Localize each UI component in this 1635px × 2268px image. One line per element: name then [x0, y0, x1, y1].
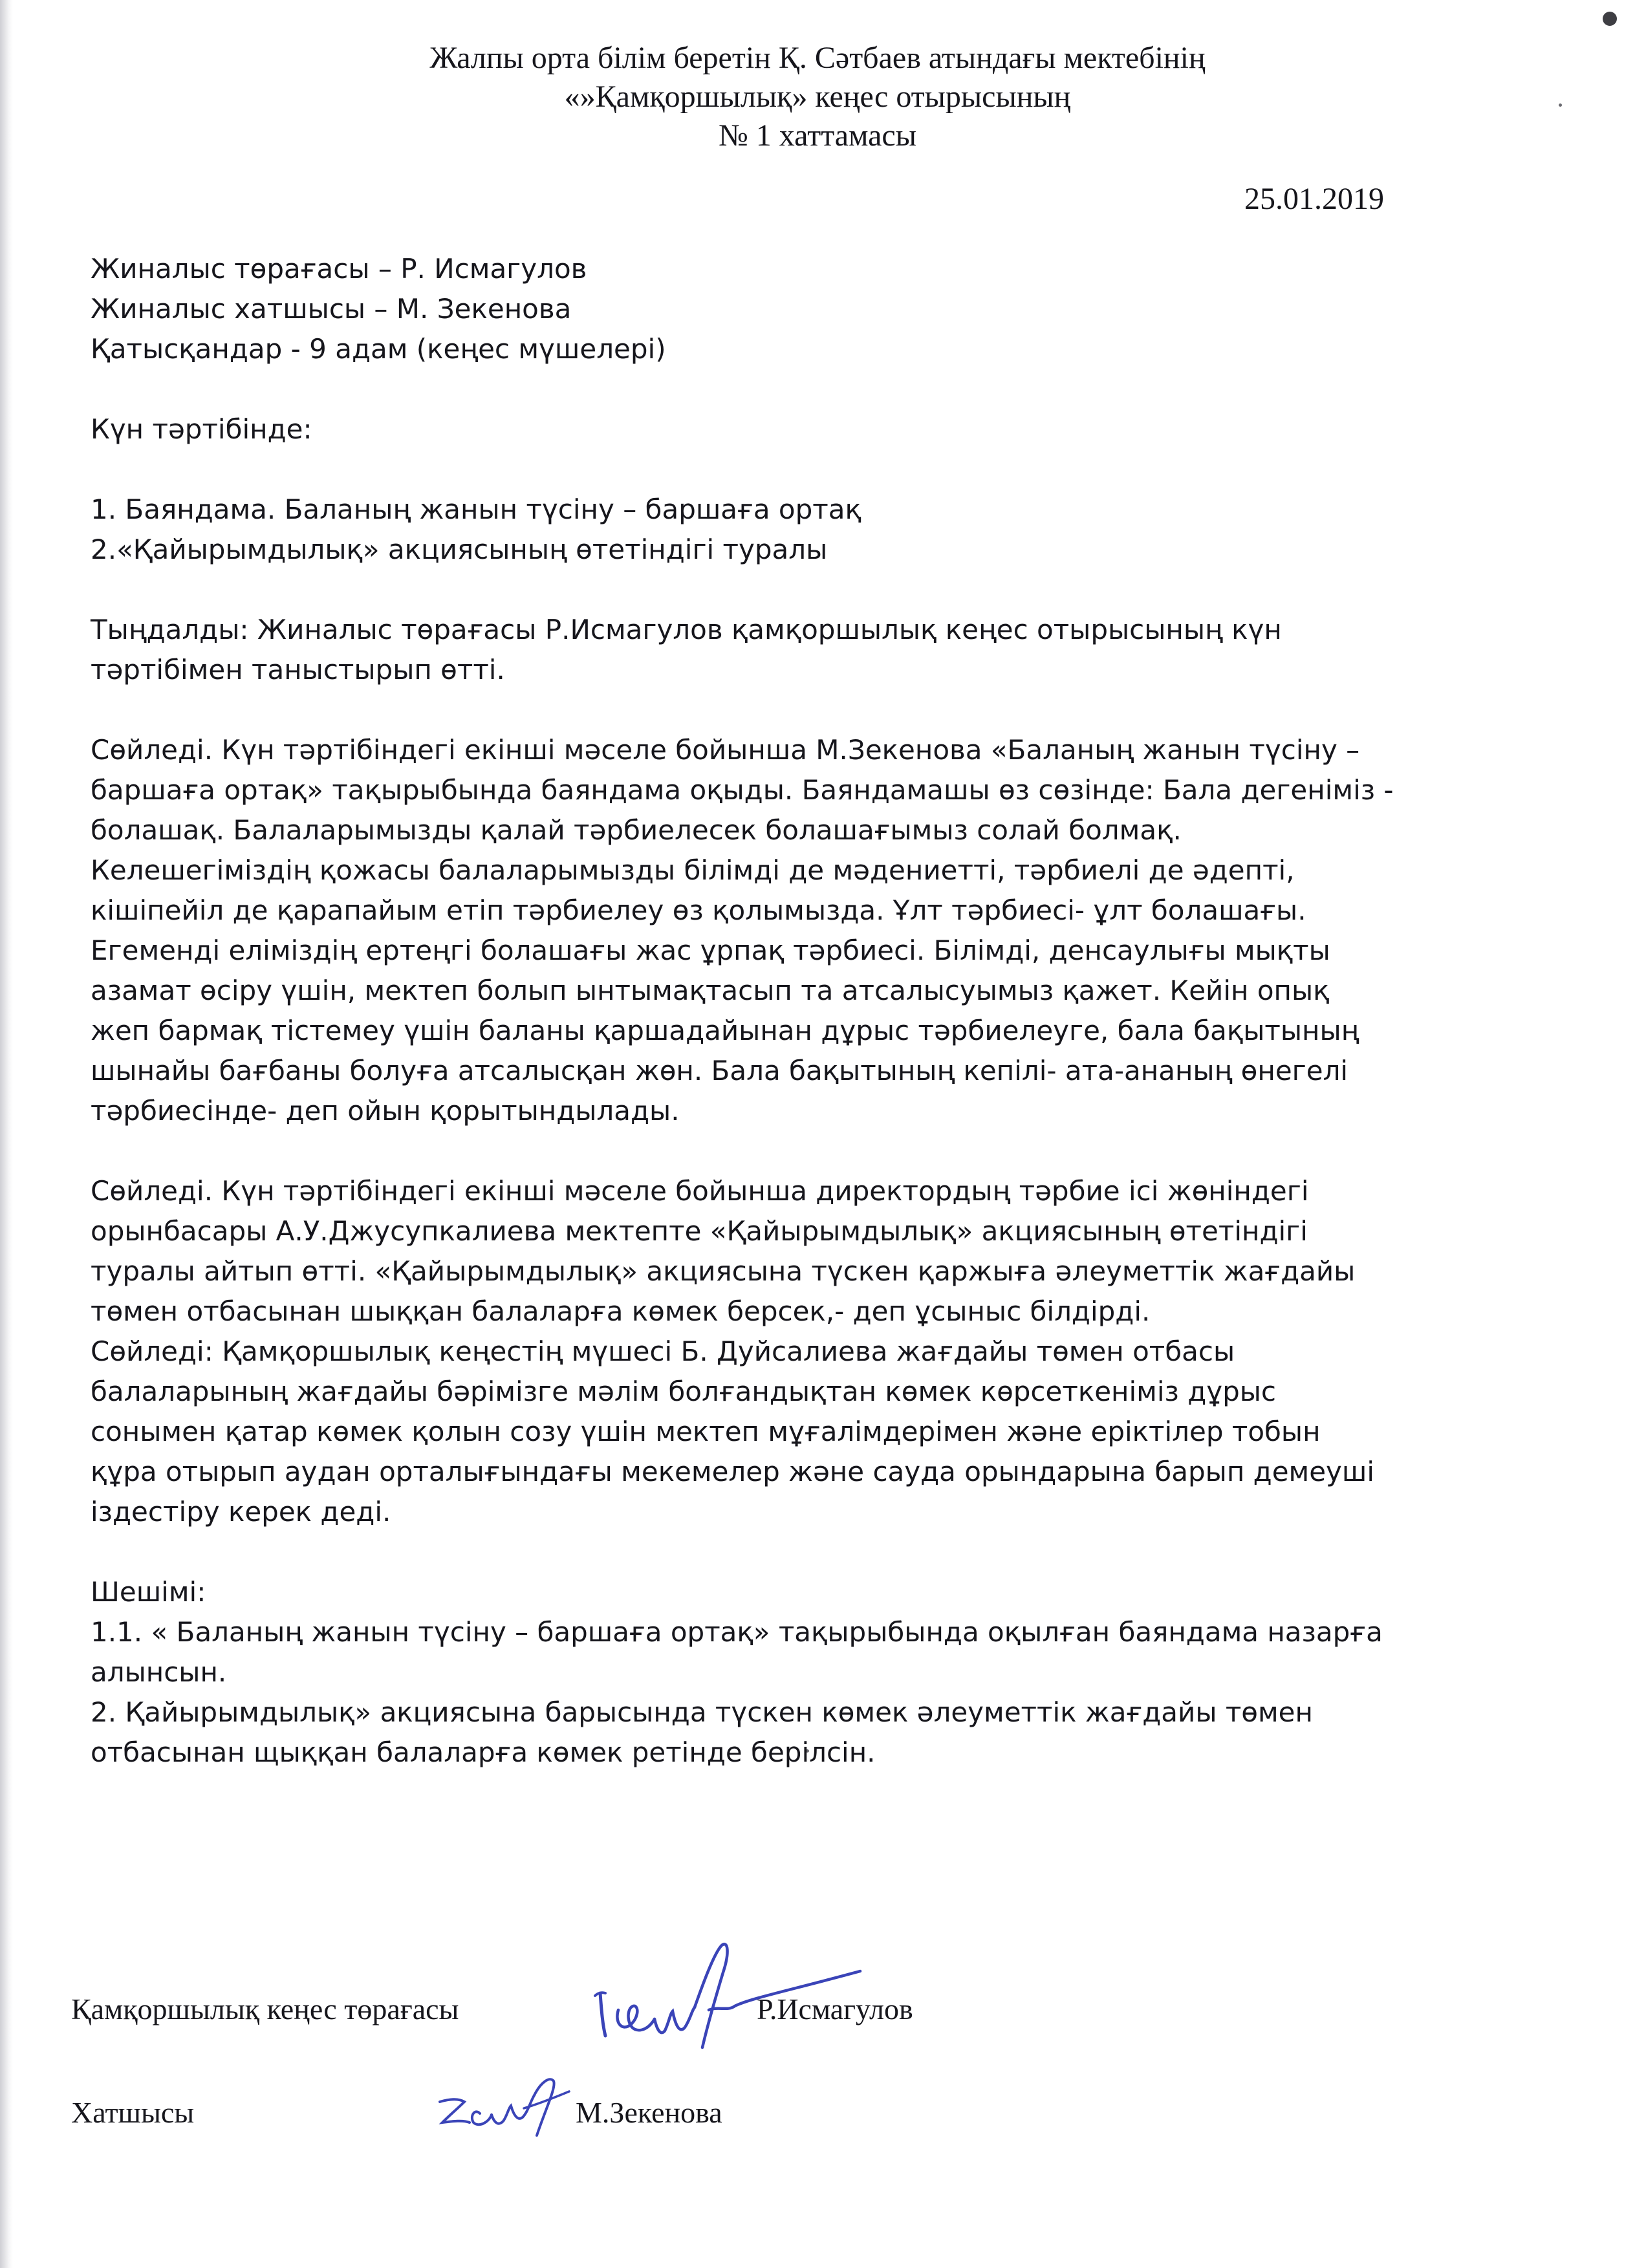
- text-line: болашақ. Балаларымызды қалай тәрбиелесек болашағымыз солай болмақ.: [91, 814, 1182, 846]
- text-line: шынайы бағбаны болуға атсалысқан жөн. Бала бақытының кепілі- ата-ананың өнегелі: [91, 1055, 1348, 1086]
- heard-paragraph: [91, 610, 1533, 690]
- signature-block: [71, 1934, 1559, 2166]
- council-name-line: «»Қамқоршылық» кеңес отырысының: [564, 80, 1071, 114]
- text-line: құра отырып аудан орталығындағы мекемелер және сауда орындарына барып демеуші: [91, 1456, 1375, 1487]
- speech-paragraph-1: [91, 730, 1533, 1131]
- agenda-list: [91, 490, 1533, 570]
- document-body: [91, 249, 1533, 1813]
- meeting-chair: Жиналыс төрағасы – Р. Исмагулов: [91, 253, 587, 285]
- text-line: Егеменді еліміздің ертеңгі болашағы жас ұрпақ тәрбиесі. Білімді, денсаулығы мықты: [91, 934, 1330, 966]
- decision-item: 2. Қайырымдылық» акциясына барысында түскен көмек әлеуметтік жағдайы төмен: [91, 1696, 1313, 1728]
- secretary-handwritten-signature: [427, 2063, 576, 2147]
- text-line: орынбасары А.У.Джусупкалиева мектепте «Қайырымдылық» акциясының өтетіндігі: [91, 1215, 1308, 1247]
- text-line: азамат өсіру үшін, мектеп болып ынтымақтасып та атсалысуымыз қажет. Кейін опық: [91, 975, 1330, 1006]
- text-line: төмен отбасынан шыққан балаларға көмек берсек,- деп ұсыныс білдірді.: [91, 1295, 1151, 1327]
- text-line: Келешегіміздің қожасы балаларымызды білімді де мәдениетті, тәрбиелі де әдепті,: [91, 854, 1295, 886]
- chair-signature-name: Р.Исмагулов: [757, 1993, 913, 2025]
- text-line: тәртібімен таныстырып өтті.: [91, 654, 505, 686]
- text-line: Тыңдалды: Жиналыс төрағасы Р.Исмагулов қамқоршылық кеңес отырысының күн: [91, 614, 1282, 645]
- text-line: Сөйледі. Күн тәртібіндегі екінші мәселе бойынша директордың тәрбие ісі жөніндегі: [91, 1175, 1309, 1207]
- text-line: туралы айтып өтті. «Қайырымдылық» акциясына түскен қаржыға әлеуметтік жағдайы: [91, 1255, 1356, 1287]
- protocol-date: 25.01.2019: [1244, 182, 1384, 216]
- text-line: іздестіру керек деді.: [91, 1496, 391, 1528]
- speech-paragraph-2: [91, 1171, 1533, 1332]
- text-line: балаларының жағдайы бәрімізге мәлім болғандықтан көмек көрсеткеніміз дұрыс: [91, 1376, 1277, 1407]
- corner-dot-mark: [1603, 12, 1617, 26]
- decision-item: алынсын.: [91, 1656, 227, 1688]
- protocol-number: № 1 хаттамасы: [719, 118, 916, 153]
- scan-edge-shadow: [0, 0, 13, 2268]
- speech-paragraph-3: [91, 1332, 1533, 1532]
- text-line: кішіпейіл де қарапайым етіп тәрбиелеу өз қолымызда. Ұлт тәрбиесі- ұлт болашағы.: [91, 894, 1306, 926]
- meeting-participants: Қатысқандар - 9 адам (кеңес мүшелері): [91, 333, 666, 365]
- text-line: жеп бармақ тістемеу үшін баланы қаршадайынан дұрыс тәрбиелеуге, бала бақытының: [91, 1015, 1359, 1046]
- document-header: [0, 39, 1635, 155]
- decision-heading: Шешімі:: [91, 1576, 206, 1608]
- school-name-line: Жалпы орта білім беретін Қ. Сәтбаев атындағы мектебінің: [429, 41, 1206, 75]
- text-line: Сөйледі: Қамқоршылық кеңестің мүшесі Б. Дуйсалиева жағдайы төмен отбасы: [91, 1335, 1235, 1367]
- decision-block: [91, 1572, 1533, 1773]
- secretary-signature-title: Хатшысы: [71, 2096, 195, 2129]
- agenda-item: 2.«Қайырымдылық» акциясының өтетіндігі туралы: [91, 534, 828, 565]
- agenda-item: 1. Баяндама. Баланың жанын түсіну – баршаға ортақ: [91, 493, 861, 525]
- text-line: Сөйледі. Күн тәртібіндегі екінші мәселе бойынша М.Зекенова «Баланың жанын түсіну –: [91, 734, 1360, 766]
- text-line: сонымен қатар көмек қолын созу үшін мектеп мұғалімдерімен және еріктілер тобын: [91, 1416, 1321, 1447]
- meeting-secretary: Жиналыс хатшысы – М. Зекенова: [91, 293, 572, 325]
- decision-item: 1.1. « Баланың жанын түсіну – баршаға ортақ» тақырыбында оқылған баяндама назарға: [91, 1616, 1383, 1648]
- attendance-block: [91, 249, 1533, 369]
- chair-signature-title: Қамқоршылық кеңес төрағасы: [71, 1993, 459, 2025]
- agenda-heading-block: [91, 409, 1533, 449]
- secretary-signature-name: М.Зекенова: [576, 2096, 722, 2129]
- text-line: тәрбиесінде- деп ойын қорытындылады.: [91, 1095, 680, 1127]
- agenda-heading: Күн тәртібінде:: [91, 413, 312, 445]
- decision-item: отбасынан щыққан балаларға көмек ретінде берілсін.: [91, 1736, 876, 1768]
- text-line: баршаға ортақ» тақырыбында баяндама оқыды. Баяндамашы өз сөзінде: Бала дегеніміз -: [91, 774, 1394, 806]
